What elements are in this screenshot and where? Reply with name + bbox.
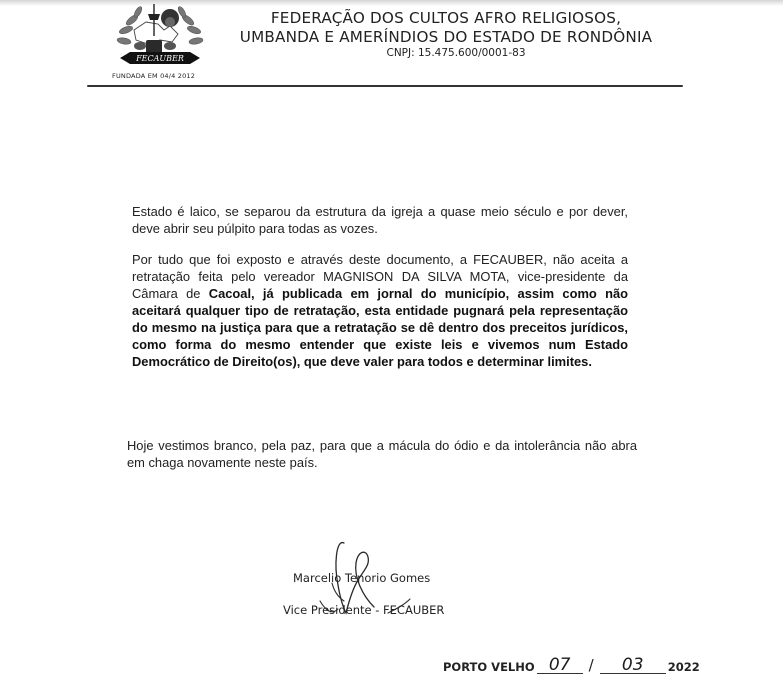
cnpj-label: CNPJ: 15.475.600/0001-83 — [386, 47, 526, 59]
organization-logo — [112, 0, 208, 82]
paragraph-retraction-regular-text: Por tudo que foi exposto e através deste documento, a FECAUBER, não aceita a retratação feita pelo vereador MAGNISON DA SILVA MOTA, vice-presidente da Câmara de — [132, 252, 628, 301]
paragraph-retraction-bold-text: Cacoal, já publicada em jornal do município, assim como não aceitará qualquer tipo de retratação, esta entidade pugnará pela representação do mesmo na justiça para que a retratação se dê dentro dos preceitos jurídicos, como forma do mesmo entender que existe leis e vivemos num Estado Democrático de Direito(os), que deve valer para todos e determinar limites. — [132, 286, 628, 369]
place-and-date — [443, 656, 700, 674]
header-divider — [87, 85, 683, 87]
signer-name: Marcelio Tenorio Gomes — [293, 571, 431, 585]
date-year: 2022 — [667, 660, 700, 674]
date-separator: / — [588, 656, 594, 674]
signer-role: Vice Presidente - FECAUBER — [283, 603, 445, 617]
fecauber-emblem-icon — [112, 0, 208, 70]
date-day: 07 — [537, 657, 583, 674]
organization-name-line2: UMBANDA E AMERÍNDIOS DO ESTADO DE RONDÔNIA — [239, 28, 653, 46]
date-city: PORTO VELHO — [443, 660, 535, 674]
organization-header — [236, 9, 656, 60]
paragraph-retraction-statement — [132, 251, 628, 370]
organization-name-line1: FEDERAÇÃO DOS CULTOS AFRO RELIGIOSOS, — [270, 9, 622, 27]
logo-banner-text: FECAUBER — [136, 54, 184, 63]
founded-date-label: FUNDADA EM 04/4 2012 — [112, 72, 196, 80]
paragraph-secular-state: Estado é laico, se separou da estrutura da igreja a quase meio século e por dever, deve abrir seu púlpito para todas as vozes. — [132, 204, 628, 236]
date-month: 03 — [600, 657, 666, 674]
paragraph-peace: Hoje vestimos branco, pela paz, para que a mácula do ódio e da intolerância não abra em chaga novamente neste país. — [127, 438, 637, 470]
